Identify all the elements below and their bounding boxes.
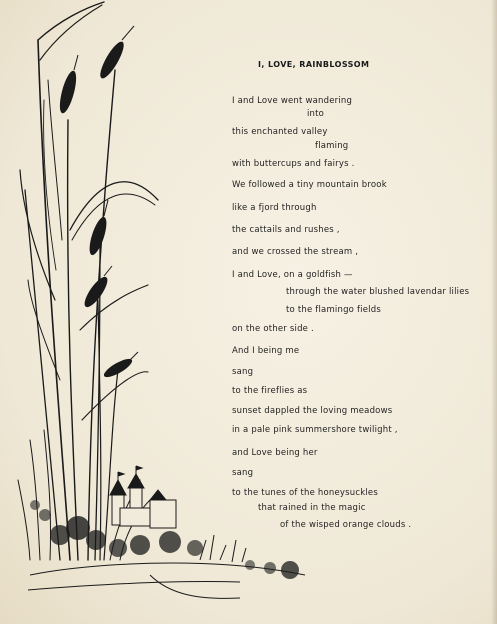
poem-line-22: that rained in the magic xyxy=(258,503,366,513)
poem-line-14: And I being me xyxy=(232,346,300,356)
poem-line-8: the cattails and rushes , xyxy=(232,225,340,235)
poem-line-19: and Love being her xyxy=(232,448,318,458)
poem-line-20: sang xyxy=(232,468,254,478)
poem-line-10: I and Love, on a goldfish — xyxy=(232,270,353,280)
poem-line-11: through the water blushed lavendar lilies xyxy=(286,287,470,297)
poem-line-6: We followed a tiny mountain brook xyxy=(232,180,387,190)
poem-line-13: on the other side . xyxy=(232,324,314,334)
poem-line-1: I and Love went wandering xyxy=(232,96,353,106)
poem-title: I, LOVE, RAINBLOSSOM xyxy=(258,60,370,69)
poem-line-2: into xyxy=(307,109,325,119)
poem-line-7: like a fjord through xyxy=(232,203,317,213)
poem-line-23: of the wisped orange clouds . xyxy=(280,520,412,530)
poem-line-9: and we crossed the stream , xyxy=(232,247,359,257)
poem-line-12: to the flamingo fields xyxy=(286,305,381,315)
poem-line-3: this enchanted valley xyxy=(232,127,328,137)
poem-line-5: with buttercups and fairys . xyxy=(232,159,355,169)
poem-line-15: sang xyxy=(232,367,254,377)
poem-line-16: to the fireflies as xyxy=(232,386,308,396)
poem-line-18: in a pale pink summershore twilight , xyxy=(232,425,398,435)
poem-line-21: to the tunes of the honeysuckles xyxy=(232,488,378,498)
poem-line-17: sunset dappled the loving meadows xyxy=(232,406,393,416)
poem-line-4: flaming xyxy=(315,141,349,151)
